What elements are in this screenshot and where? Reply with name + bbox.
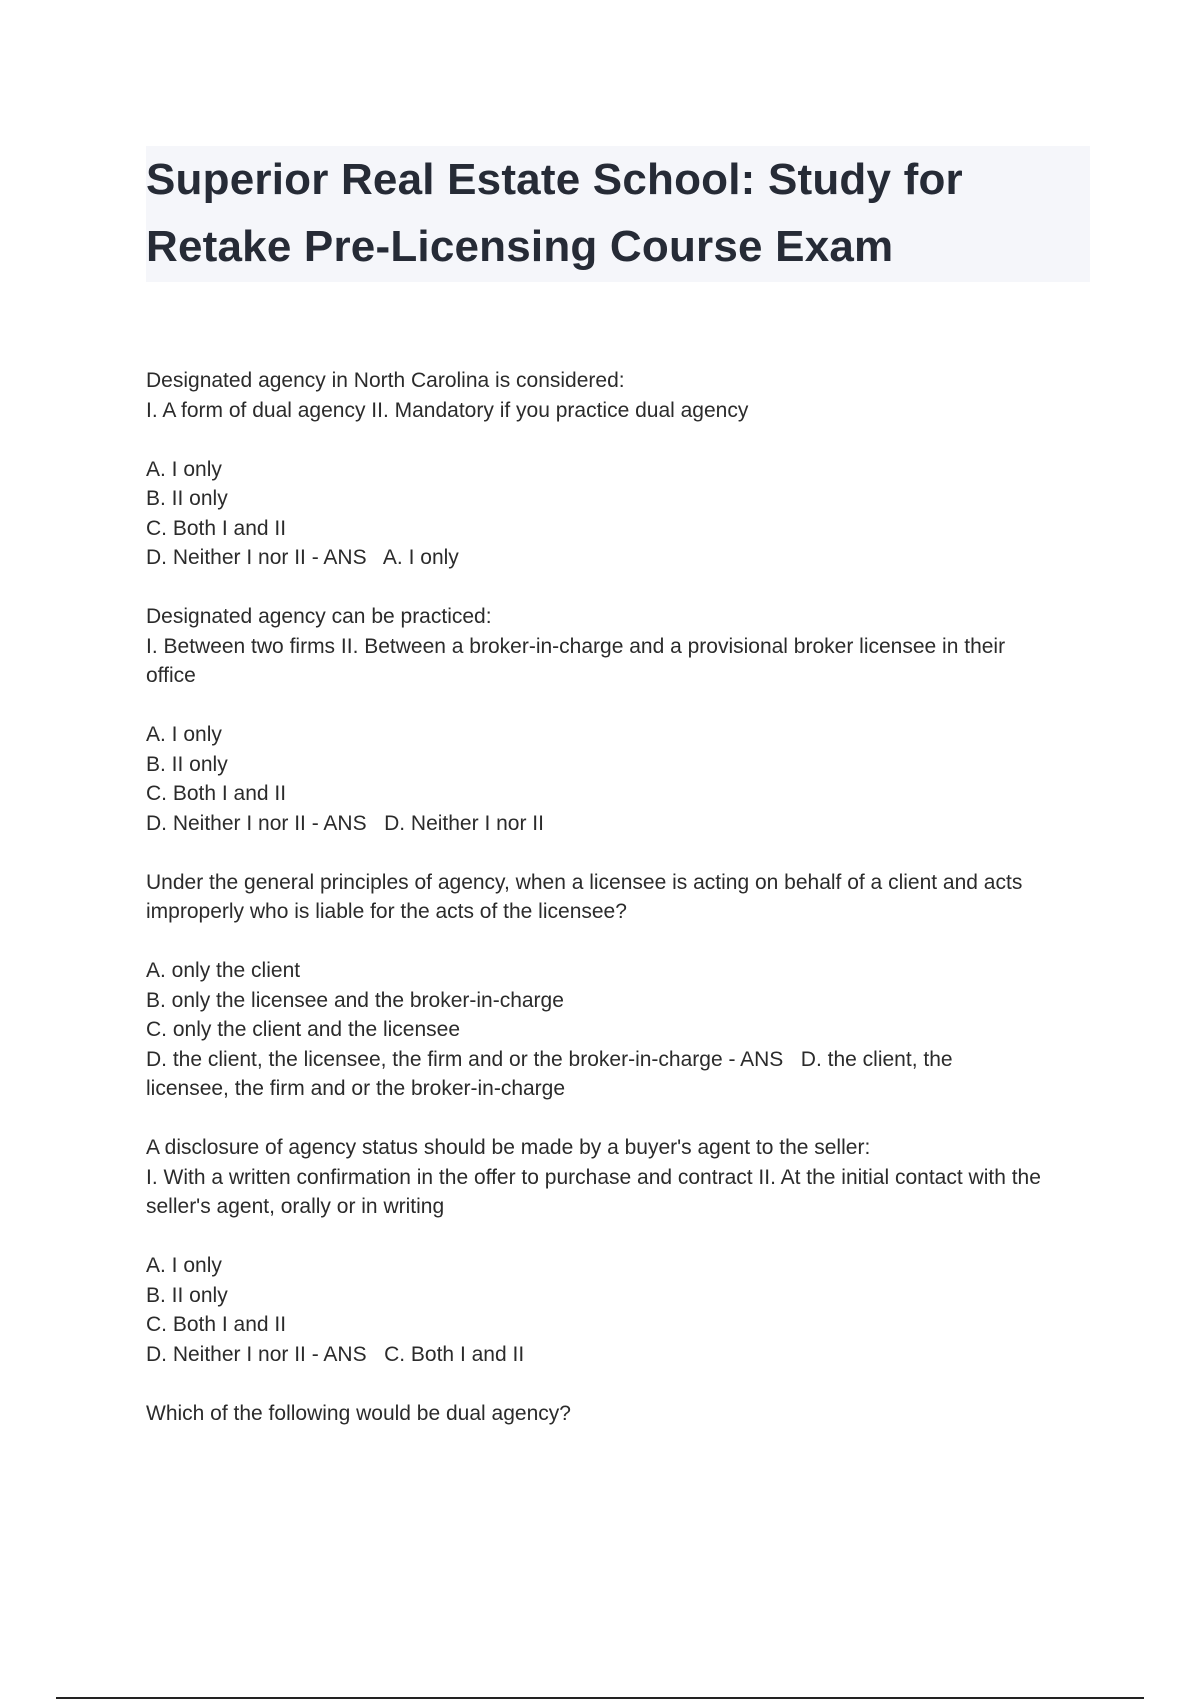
- answer-option-with-key: D. Neither I nor II - ANS D. Neither I nor II: [146, 811, 544, 835]
- question-3: [146, 868, 1096, 1104]
- answer-option: A. I only: [146, 457, 222, 481]
- answer-option: A. only the client: [146, 959, 301, 982]
- question-stem-line: I. Between two firms II. Between a broker-in-charge and a provisional broker licensee in their: [146, 634, 1006, 658]
- spacer: [146, 1222, 1096, 1252]
- answer-option: C. Both I and II: [146, 516, 287, 540]
- answer-option-with-key: D. the client, the licensee, the firm and or the broker-in-charge - ANS D. the client, the: [146, 1047, 953, 1071]
- answer-option: C. only the client and the licensee: [146, 1018, 461, 1041]
- answer-option: C. Both I and II: [146, 1313, 287, 1336]
- answer-option-with-key: D. Neither I nor II - ANS A. I only: [146, 546, 459, 569]
- question-stem-line: A disclosure of agency status should be made by a buyer's agent to the seller:: [146, 1136, 871, 1159]
- document-title-line-2: Retake Pre-Licensing Course Exam: [146, 222, 894, 271]
- question-stem-line: Designated agency can be practiced:: [146, 605, 492, 628]
- spacer: [146, 425, 1096, 455]
- question-list: [146, 366, 1096, 1458]
- answer-option: B. II only: [146, 752, 228, 776]
- question-5: [146, 1399, 1096, 1429]
- spacer: [146, 691, 1096, 721]
- answer-option: A. I only: [146, 1254, 222, 1277]
- question-stem-line: Designated agency in North Carolina is considered:: [146, 369, 625, 392]
- answer-option: B. II only: [146, 1283, 228, 1307]
- question-2: [146, 602, 1096, 838]
- document-title-line-1: Superior Real Estate School: Study for: [146, 155, 963, 204]
- question-1: [146, 366, 1096, 573]
- question-stem-line: office: [146, 664, 196, 687]
- answer-option-with-key: D. Neither I nor II - ANS C. Both I and II: [146, 1342, 525, 1366]
- answer-option: B. II only: [146, 487, 228, 510]
- question-4: [146, 1133, 1096, 1369]
- question-stem-line: improperly who is liable for the acts of the licensee?: [146, 900, 627, 923]
- question-stem-line: Which of the following would be dual agency?: [146, 1401, 571, 1425]
- answer-option: A. I only: [146, 723, 222, 746]
- question-stem-line: I. A form of dual agency II. Mandatory if you practice dual agency: [146, 398, 749, 422]
- question-stem-line: Under the general principles of agency, when a licensee is acting on behalf of a client and acts: [146, 870, 1023, 894]
- answer-option: B. only the licensee and the broker-in-charge: [146, 988, 564, 1012]
- question-stem-line: seller's agent, orally or in writing: [146, 1195, 445, 1218]
- answer-option: C. Both I and II: [146, 782, 287, 805]
- spacer: [146, 927, 1096, 957]
- answer-option-with-key: licensee, the firm and or the broker-in-charge: [146, 1077, 566, 1100]
- document-title-block: [146, 146, 1090, 282]
- question-stem-line: I. With a written confirmation in the offer to purchase and contract II. At the initial contact with the: [146, 1165, 1041, 1189]
- page-bottom-rule: [56, 1697, 1144, 1699]
